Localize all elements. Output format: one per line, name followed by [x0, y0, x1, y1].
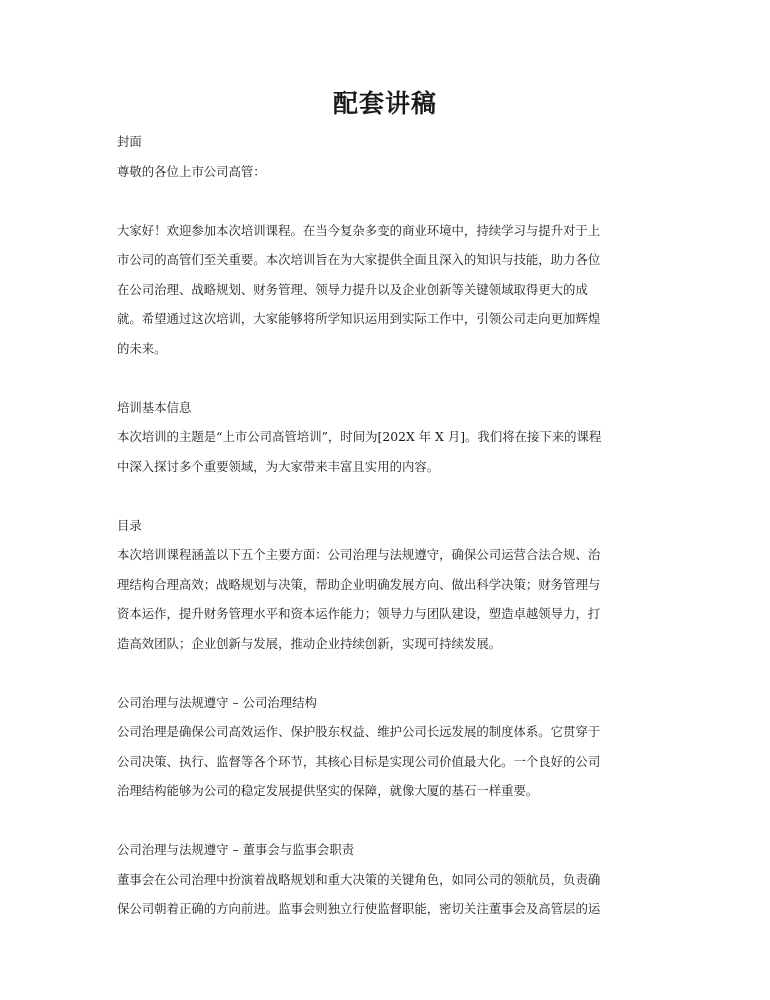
section-board-duties: [117, 835, 653, 924]
section-heading: 封面: [117, 134, 142, 149]
section-welcome: [117, 216, 653, 364]
body-line: 本次培训的主题是“上市公司高管培训”，时间为[202X 年 X 月]。我们将在接下来的课程: [117, 429, 602, 444]
section-heading: 公司治理与法规遵守 – 公司治理结构: [117, 694, 317, 710]
paragraph-gap: [117, 481, 653, 511]
section-heading: 公司治理与法规遵守 – 董事会与监事会职责: [117, 842, 355, 857]
document-body: [117, 127, 653, 924]
body-line: 尊敬的各位上市公司高管：: [117, 163, 266, 179]
paragraph-gap: [117, 806, 653, 836]
section-training-info: [117, 393, 653, 482]
body-line: 市公司的高管们至关重要。本次培训旨在为大家提供全面且深入的知识与技能，助力各位: [117, 252, 601, 267]
paragraph-gap: [117, 658, 653, 688]
document-title: 配套讲稿: [332, 89, 437, 118]
body-line: 公司治理是确保公司高效运作、保护股东权益、维护公司长远发展的制度体系。它贯穿于: [117, 724, 601, 739]
section-heading: 目录: [117, 517, 142, 533]
body-line: 造高效团队；企业创新与发展，推动企业持续创新，实现可持续发展。: [117, 635, 502, 651]
body-line: 就。希望通过这次培训，大家能够将所学知识运用到实际工作中，引领公司走向更加辉煌: [117, 311, 601, 326]
body-line: 在公司治理、战略规划、财务管理、领导力提升以及企业创新等关键领域取得更大的成: [117, 281, 588, 297]
body-line: 本次培训课程涵盖以下五个主要方面：公司治理与法规遵守，确保公司运营合法合规、治: [117, 547, 601, 562]
body-line: 公司决策、执行、监督等各个环节，其核心目标是实现公司价值最大化。一个良好的公司: [117, 753, 601, 769]
body-line: 保公司朝着正确的方向前进。监事会则独立行使监督职能，密切关注董事会及高管层的运: [117, 901, 601, 916]
body-line: 资本运作，提升财务管理水平和资本运作能力；领导力与团队建设，塑造卓越领导力，打: [117, 606, 601, 621]
body-line: 理结构合理高效；战略规划与决策，帮助企业明确发展方向、做出科学决策；财务管理与: [117, 576, 601, 592]
paragraph-gap: [117, 363, 653, 393]
body-line: 中深入探讨多个重要领域，为大家带来丰富且实用的内容。: [117, 458, 440, 474]
section-cover: [117, 127, 653, 186]
paragraph-gap: [117, 186, 653, 216]
body-line: 治理结构能够为公司的稳定发展提供坚实的保障，就像大厦的基石一样重要。: [117, 783, 539, 798]
section-heading: 培训基本信息: [117, 399, 192, 415]
body-line: 大家好！欢迎参加本次培训课程。在当今复杂多变的商业环境中，持续学习与提升对于上: [117, 222, 601, 238]
section-contents: [117, 511, 653, 659]
body-line: 的未来。: [117, 340, 167, 356]
section-governance-structure: [117, 688, 653, 806]
body-line: 董事会在公司治理中扮演着战略规划和重大决策的关键角色，如同公司的领航员，负责确: [117, 871, 601, 887]
